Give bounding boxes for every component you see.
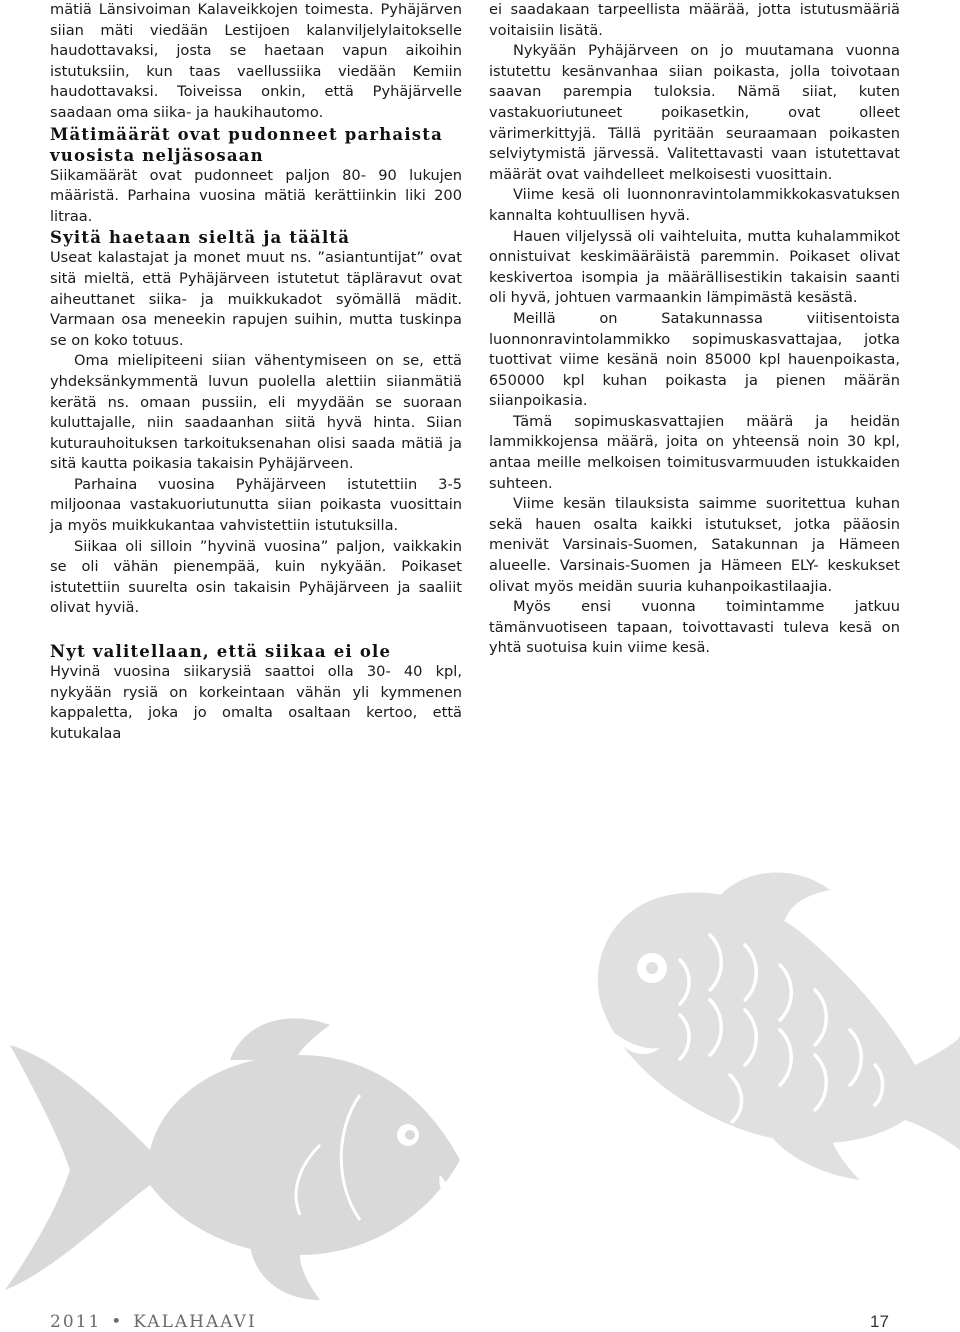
- body-paragraph: Viime kesä oli luonnonravintolammikkokasvatuksen kannalta kohtuullisen hyvä.: [489, 186, 900, 224]
- body-paragraph: Nykyään Pyhäjärveen on jo muutamana vuonna istutettu kesänvanhaa siian poikasta, jolla toivotaan saavan parempia tuloksia. Nämä siiat, kuten vastakuoriutuneet poikasetkin, ovat olleet värimerkittyjä. Tällä pyritään seuraamaan poikasten selviytymistä järvessä. Valitettavasti vaan istutettavat määrät ovat vaihdelleet melkoisesti vuosittain.: [489, 42, 900, 183]
- body-paragraph: Useat kalastajat ja monet muut ns. ”asiantuntijat” ovat sitä mieltä, että Pyhäjärveen istutetut täpläravut ovat aiheuttanet siika- ja muikkukadot syömällä mädit. Varmaan osa meneekin rapujen suihin, mutta tuskinpa se on koko totuus.: [50, 249, 462, 349]
- page-number: 17: [870, 1312, 889, 1331]
- section-heading-egg-quantities: Mätimäärät ovat pudonneet parhaista vuosista neljäsosaan: [50, 124, 443, 165]
- footer-year: 2011: [50, 1312, 102, 1332]
- body-paragraph: ei saadakaan tarpeellista määrää, jotta istutusmääriä voitaisiin lisätä.: [489, 1, 900, 39]
- body-paragraph: Parhaina vuosina Pyhäjärveen istutettiin 3-5 miljoonaa vastakuoriutunutta siian poikasta vuosittain ja myös muikkukantaa vahvistettiin istutuksilla.: [50, 475, 462, 535]
- section-heading-causes: Syitä haetaan sieltä ja täältä: [50, 228, 351, 248]
- intro-paragraph: mätiä Länsivoiman Kalaveikkojen toimesta. Pyhäjärven siian mäti viedään Lestijoen kalanviljelylaitokselle haudottavaksi, josta se haetaan vapun aikoihin istutuksiin, kun taas vaellussiika viedään Kemiin haudottavaksi. Toiveissa onkin, että Pyhäjärvelle saadaan oma siika- ja haukihautomo.: [50, 1, 462, 121]
- section-heading-complaints: Nyt valitellaan, että siikaa ei ole: [50, 642, 392, 662]
- body-paragraph: Viime kesän tilauksista saimme suoritettua kuhan sekä hauen osalta kaikki istutukset, jotka pääosin menivät Varsinais-Suomen, Satakunnan ja Hämeen alueelle. Varsinais-Suomen ja Hämeen ELY- keskukset olivat myös meidän suuria kuhanpoikastilaajia.: [489, 495, 900, 595]
- body-paragraph: Meillä on Satakunnassa viitisentoista luonnonravintolammikko sopimuskasvattajaa, jotka tuottivat viime kesänä noin 85000 kpl hauenpoikasta, 650000 kpl kuhan poikasta ja pienen määrän siianpoikasia.: [489, 309, 900, 410]
- left-column: [50, 0, 462, 744]
- fish-left-icon: [0, 1000, 470, 1310]
- body-paragraph: Siikamäärät ovat pudonneet paljon 80- 90 lukujen määristä. Parhaina vuosina mätiä kerättiinkin liki 200 litraa.: [50, 166, 462, 225]
- body-paragraph: Myös ensi vuonna toimintamme jatkuu tämänvuotiseen tapaan, toivottavasti tuleva kesä on yhtä suotuisa kuin viime kesä.: [489, 598, 900, 657]
- body-paragraph: Hyvinä vuosina siikarysiä saattoi olla 30- 40 kpl, nykyään rysiä on korkeintaan vähän yli kymmenen kappaletta, joka jo omalta osaltaan kertoo, että kutukalaa: [50, 663, 462, 742]
- body-paragraph: Tämä sopimuskasvattajien määrä ja heidän lammikkojensa määrä, joita on yhteensä noin 30 kpl, antaa meille melkoisen toimitusvarmuuden istukkaiden suhteen.: [489, 412, 900, 492]
- right-column: [489, 0, 900, 659]
- footer-bullet: •: [111, 1312, 124, 1332]
- body-paragraph: Siikaa oli silloin ”hyvinä vuosina” paljon, vaikkakin se oli vähän pienempää, kuin nykyään. Poikaset istutettiin suurelta osin takaisin Pyhäjärveen ja saaliit olivat hyviä.: [50, 537, 462, 617]
- footer-publication: [50, 1312, 257, 1332]
- body-paragraph: Hauen viljelyssä oli vaihteluita, mutta kuhalammikot onnistuivat keskimääräistä paremmin. Poikaset olivat keskivertoa isompia ja määrällisestikin takaisin saanti oli hyvä, johtuen varmaankin lämpimästä kesästä.: [489, 227, 900, 307]
- fish-right-icon: [560, 850, 960, 1210]
- footer-magazine-name: KALAHAAVI: [133, 1312, 257, 1332]
- body-paragraph: Oma mielipiteeni siian vähentymiseen on se, että yhdeksänkymmentä luvun puolella alettiin siianmätiä kerätä ns. omaan pussiin, eli myydään se suoraan kuluttajalle, niin saadaanhan siitä hyvä hinta. Siian kuturauhoituksen tarkoituksenahan olisi saada mätiä ja sitä kautta poikasia takaisin Pyhäjärveen.: [50, 352, 462, 473]
